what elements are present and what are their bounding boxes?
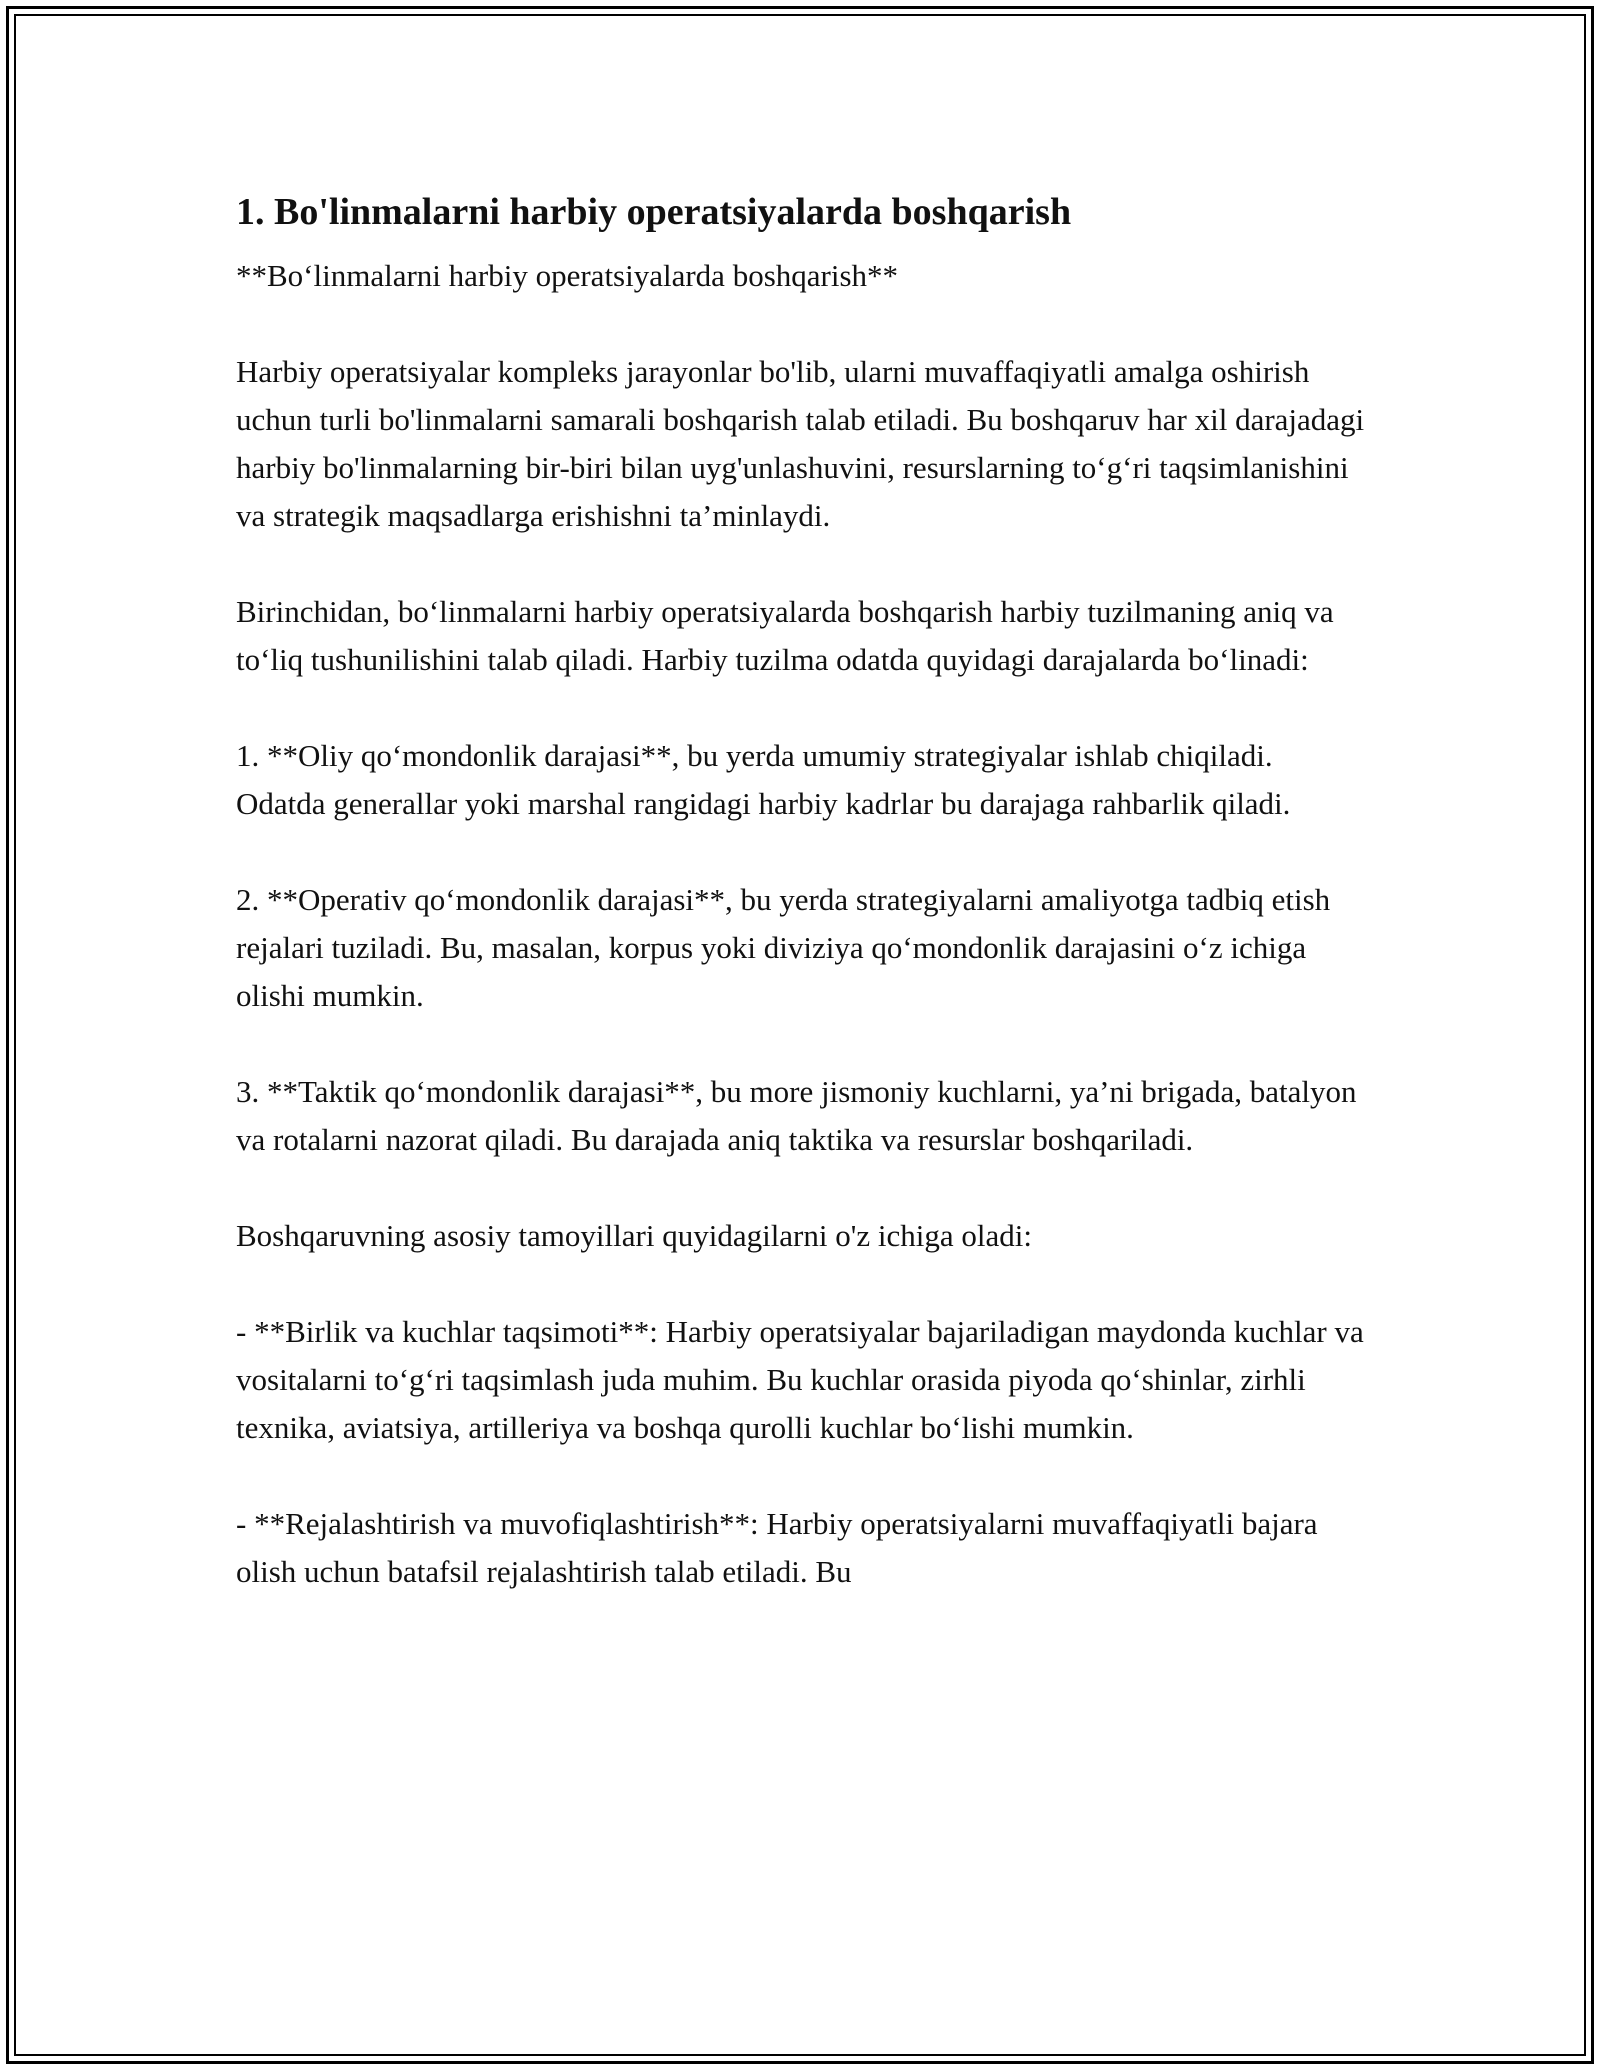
paragraph-structure: Birinchidan, bo‘linmalarni harbiy operatsiyalarda boshqarish harbiy tuzilmaning aniq va to‘liq tushunilishini talab qiladi. Harbiy tuzilma odatda quyidagi darajalarda bo‘linadi: [236,594,1334,677]
document-title: 1. Bo'linmalarni harbiy operatsiyalarda boshqarish [236,191,1072,233]
document-body [236,186,1366,1596]
list-item-tactical-command: 3. **Taktik qo‘mondonlik darajasi**, bu more jismoniy kuchlarni, ya’ni brigada, batalyon va rotalarni nazorat qiladi. Bu darajada aniq taktika va resurslar boshqariladi. [236,1074,1357,1157]
list-item-supreme-command: 1. **Oliy qo‘mondonlik darajasi**, bu yerda umumiy strategiyalar ishlab chiqiladi. Odatda generallar yoki marshal rangidagi harbiy kadrlar bu darajaga rahbarlik qiladi. [236,738,1291,821]
paragraph-principles: Boshqaruvning asosiy tamoyillari quyidagilarni o'z ichiga oladi: [236,1218,1032,1253]
bullet-item-forces-distribution: - **Birlik va kuchlar taqsimoti**: Harbiy operatsiyalar bajariladigan maydonda kuchlar va vositalarni to‘g‘ri taqsimlash juda muhim. Bu kuchlar orasida piyoda qo‘shinlar, zirhli texnika, aviatsiya, artilleriya va boshqa qurolli kuchlar bo‘lishi mumkin. [236,1314,1364,1445]
bullet-item-planning: - **Rejalashtirish va muvofiqlashtirish**: Harbiy operatsiyalarni muvaffaqiyatli bajara olish uchun batafsil rejalashtirish talab etiladi. Bu [236,1506,1318,1589]
paragraph-intro: Harbiy operatsiyalar kompleks jarayonlar bo'lib, ularni muvaffaqiyatli amalga oshirish uchun turli bo'linmalarni samarali boshqarish talab etiladi. Bu boshqaruv har xil darajadagi harbiy bo'linmalarning bir-biri bilan uyg'unlashuvini, resurslarning to‘g‘ri taqsimlanishini va strategik maqsadlarga erishishni ta’minlaydi. [236,354,1365,533]
paragraph-heading-repeat: **Bo‘linmalarni harbiy operatsiyalarda boshqarish** [236,258,899,293]
list-item-operational-command: 2. **Operativ qo‘mondonlik darajasi**, bu yerda strategiyalarni amaliyotga tadbiq etish rejalari tuziladi. Bu, masalan, korpus yoki diviziya qo‘mondonlik darajasini o‘z ichiga olishi mumkin. [236,882,1331,1013]
